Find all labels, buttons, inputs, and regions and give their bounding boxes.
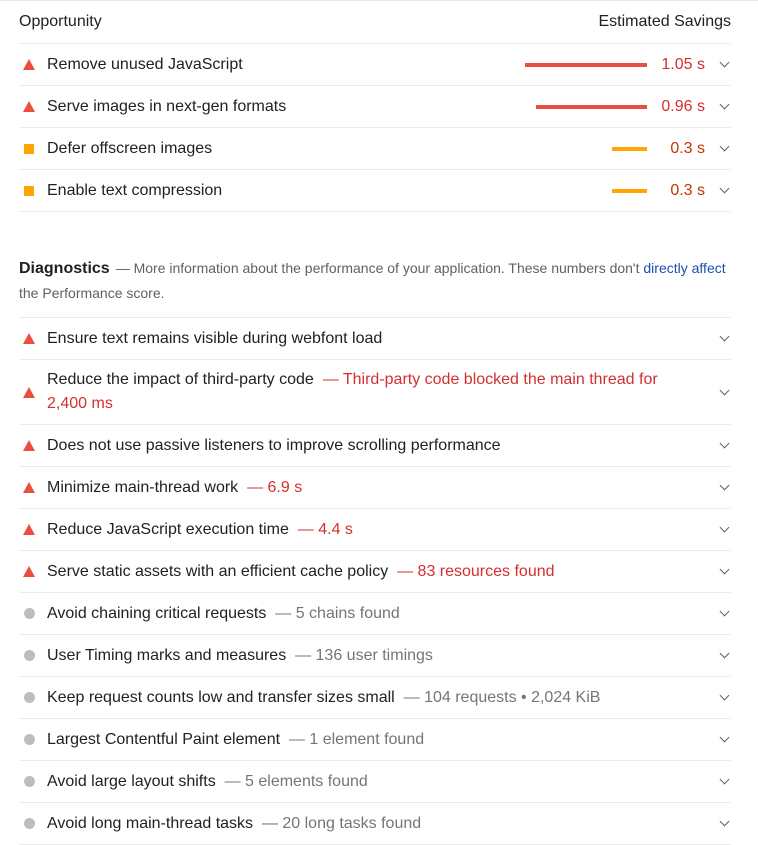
diagnostic-detail: — 1 element found [288, 730, 425, 748]
chevron-down-icon[interactable] [705, 570, 731, 573]
savings-value: 0.96 s [661, 97, 705, 115]
chevron-down-icon[interactable] [705, 105, 731, 108]
chevron-down-icon[interactable] [705, 147, 731, 150]
fail-triangle-icon [23, 524, 35, 535]
chevron-down-icon[interactable] [705, 654, 731, 657]
diagnostic-detail: — Third-party code blocked the main thread for 2,400 ms [47, 371, 658, 412]
diagnostic-item[interactable] [19, 635, 731, 677]
savings-bar [612, 189, 647, 193]
diagnostic-title: Avoid large layout shifts [47, 772, 216, 790]
chevron-down-icon[interactable] [705, 822, 731, 825]
diagnostic-detail: — 20 long tasks found [261, 814, 422, 832]
opportunity-item[interactable] [19, 128, 731, 170]
chevron-down-icon[interactable] [705, 528, 731, 531]
chevron-down-icon[interactable] [705, 337, 731, 340]
directly-affect-link[interactable]: directly affect [643, 260, 726, 276]
fail-triangle-icon [23, 101, 35, 112]
diagnostics-description-suffix: the Performance score. [19, 285, 165, 301]
diagnostic-detail: — 136 user timings [295, 646, 433, 664]
fail-triangle-icon [23, 333, 35, 344]
diagnostic-detail: — 104 requests • 2,024 KiB [403, 688, 601, 706]
diagnostic-title: Reduce JavaScript execution time [47, 520, 289, 538]
diagnostic-detail: — 83 resources found [397, 562, 555, 580]
diagnostic-item[interactable] [19, 425, 731, 467]
savings-bar [525, 63, 647, 67]
diagnostic-title: Avoid chaining critical requests [47, 604, 267, 622]
diagnostic-item[interactable] [19, 509, 731, 551]
diagnostic-title: Serve static assets with an efficient cache policy [47, 562, 389, 580]
average-square-icon [24, 186, 34, 196]
diagnostic-title: Reduce the impact of third-party code [47, 371, 314, 388]
chevron-down-icon[interactable] [705, 696, 731, 699]
diagnostic-item[interactable] [19, 803, 731, 845]
diagnostic-title: Does not use passive listeners to improve scrolling performance [47, 436, 501, 454]
chevron-down-icon[interactable] [705, 780, 731, 783]
diagnostic-title: Largest Contentful Paint element [47, 730, 281, 748]
fail-triangle-icon [23, 482, 35, 493]
opportunity-title: Enable text compression [47, 181, 223, 199]
diagnostic-item[interactable] [19, 761, 731, 803]
diagnostics-title: Diagnostics [19, 260, 110, 277]
diagnostic-item[interactable] [19, 593, 731, 635]
diagnostic-detail: — 6.9 s [247, 478, 303, 496]
info-circle-icon [24, 692, 35, 703]
diagnostic-title: Keep request counts low and transfer sizes small [47, 688, 395, 706]
opportunity-item[interactable] [19, 170, 731, 212]
diagnostic-item[interactable] [19, 467, 731, 509]
info-circle-icon [24, 650, 35, 661]
savings-bar [536, 105, 647, 109]
chevron-down-icon[interactable] [705, 63, 731, 66]
average-square-icon [24, 144, 34, 154]
diagnostic-item[interactable] [19, 360, 731, 425]
savings-value: 1.05 s [661, 55, 705, 73]
fail-triangle-icon [23, 566, 35, 577]
diagnostic-item[interactable] [19, 551, 731, 593]
opportunity-item[interactable] [19, 44, 731, 86]
diagnostic-item[interactable] [19, 719, 731, 761]
savings-bar [612, 147, 647, 151]
chevron-down-icon[interactable] [705, 612, 731, 615]
info-circle-icon [24, 818, 35, 829]
opportunity-item[interactable] [19, 86, 731, 128]
fail-triangle-icon [23, 59, 35, 70]
info-circle-icon [24, 608, 35, 619]
info-circle-icon [24, 734, 35, 745]
audit-panel [19, 0, 731, 845]
fail-triangle-icon [23, 387, 35, 398]
opportunity-title: Remove unused JavaScript [47, 55, 243, 73]
chevron-down-icon[interactable] [705, 391, 731, 394]
diagnostic-title: Avoid long main-thread tasks [47, 814, 254, 832]
diagnostic-item[interactable] [19, 318, 731, 360]
opportunity-header [19, 0, 731, 44]
diagnostic-detail: — 5 chains found [275, 604, 400, 622]
chevron-down-icon[interactable] [705, 486, 731, 489]
savings-value: 0.3 s [670, 139, 705, 157]
chevron-down-icon[interactable] [705, 738, 731, 741]
diagnostic-title: User Timing marks and measures [47, 646, 287, 664]
opportunity-title: Defer offscreen images [47, 139, 213, 157]
diagnostic-detail: — 4.4 s [297, 520, 353, 538]
estimated-savings-label: Estimated Savings [598, 12, 731, 30]
diagnostic-item[interactable] [19, 677, 731, 719]
info-circle-icon [24, 776, 35, 787]
diagnostic-detail: — 5 elements found [224, 772, 368, 790]
diagnostic-title: Minimize main-thread work [47, 478, 239, 496]
diagnostic-title: Ensure text remains visible during webfont load [47, 329, 383, 347]
fail-triangle-icon [23, 440, 35, 451]
opportunity-header-label: Opportunity [19, 12, 102, 30]
diagnostics-description: — More information about the performance of your application. These numbers don't [115, 260, 644, 276]
savings-value: 0.3 s [670, 181, 705, 199]
opportunity-title: Serve images in next-gen formats [47, 97, 287, 115]
chevron-down-icon[interactable] [705, 444, 731, 447]
chevron-down-icon[interactable] [705, 189, 731, 192]
diagnostics-header [19, 212, 731, 318]
